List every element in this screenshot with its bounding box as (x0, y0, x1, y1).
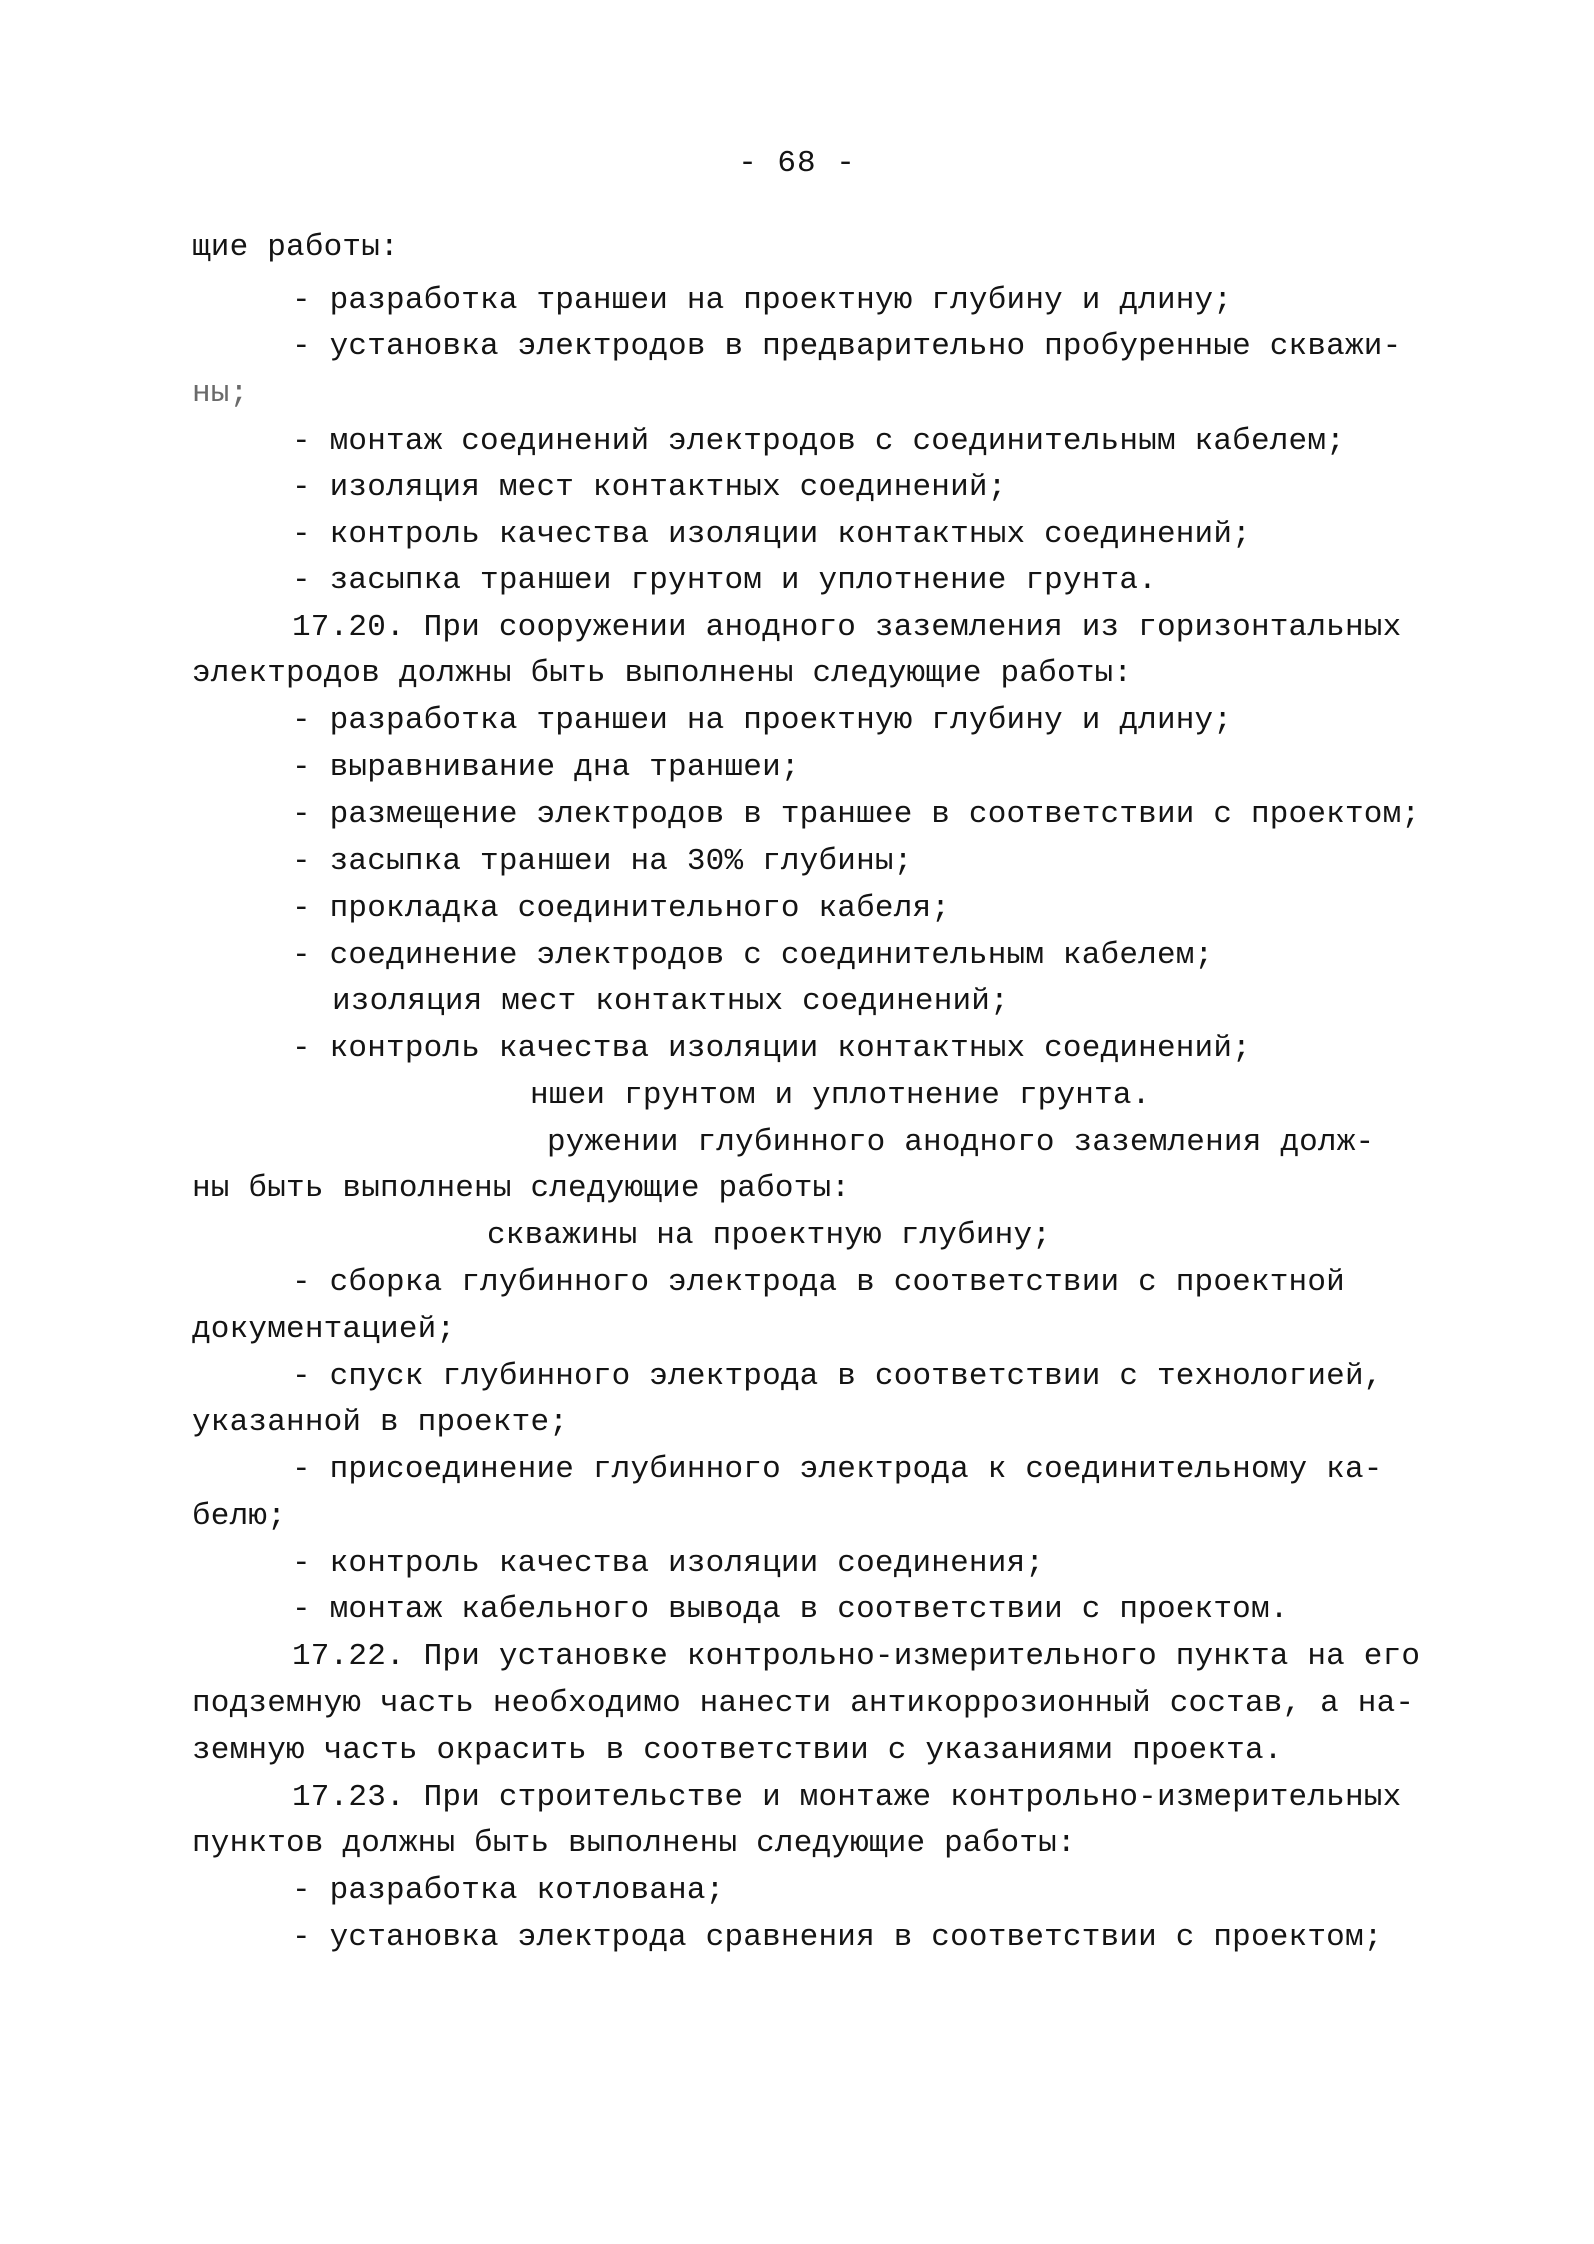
text-line: белю; (192, 1499, 287, 1534)
text-line: - установка электрода сравнения в соответствии с проектом; (292, 1920, 1383, 1955)
text-line: щие работы: (192, 230, 399, 265)
text-line: - засыпка траншеи на 30% глубины; (292, 844, 913, 879)
text-line: - выравнивание дна траншеи; (292, 750, 800, 785)
text-line: документацией; (192, 1312, 456, 1347)
text-line: - разработка траншеи на проектную глубину и длину; (292, 703, 1233, 738)
text-line: ружении глубинного анодного заземления долж- (547, 1125, 1375, 1160)
text-line: 17.20. При сооружении анодного заземления из горизонтальных (292, 610, 1402, 645)
text-line: 17.23. При строительстве и монтаже контрольно-измерительных (292, 1780, 1402, 1815)
text-line: - контроль качества изоляции контактных соединений; (292, 517, 1251, 552)
text-line: - засыпка траншеи грунтом и уплотнение грунта. (292, 563, 1157, 598)
text-line: - размещение электродов в траншее в соответствии с проектом; (292, 797, 1421, 832)
text-line: - прокладка соединительного кабеля; (292, 891, 951, 926)
text-line: - установка электродов в предварительно пробуренные скважи- (292, 329, 1402, 364)
text-line: - спуск глубинного электрода в соответствии с технологией, (292, 1359, 1383, 1394)
text-line: 17.22. При установке контрольно-измерительного пункта на его (292, 1639, 1421, 1674)
text-line: - присоединение глубинного электрода к соединительному ка- (292, 1452, 1383, 1487)
text-line: - контроль качества изоляции соединения; (292, 1546, 1045, 1581)
text-line: указанной в проекте; (192, 1405, 569, 1440)
text-line: - изоляция мест контактных соединений; (292, 470, 1007, 505)
page-number: - 68 - (738, 146, 856, 181)
text-line: электродов должны быть выполнены следующие работы: (192, 656, 1133, 691)
text-line: - разработка траншеи на проектную глубину и длину; (292, 283, 1233, 318)
text-line: - разработка котлована; (292, 1873, 725, 1908)
text-line: - контроль качества изоляции контактных соединений; (292, 1031, 1251, 1066)
text-line: - монтаж кабельного вывода в соответствии с проектом. (292, 1592, 1289, 1627)
text-line: ны; (192, 376, 249, 411)
text-line: ны быть выполнены следующие работы: (192, 1171, 851, 1206)
text-line: - монтаж соединений электродов с соединительным кабелем; (292, 424, 1345, 459)
text-line: подземную часть необходимо нанести антикоррозионный состав, а на- (192, 1686, 1415, 1721)
text-line: ншеи грунтом и уплотнение грунта. (530, 1078, 1151, 1113)
text-line: скважины на проектную глубину; (487, 1218, 1052, 1253)
text-line: пунктов должны быть выполнены следующие работы: (192, 1826, 1076, 1861)
text-line: - сборка глубинного электрода в соответствии с проектной (292, 1265, 1345, 1300)
text-line: изоляция мест контактных соединений; (332, 984, 1009, 1019)
text-line: земную часть окрасить в соответствии с указаниями проекта. (192, 1733, 1283, 1768)
text-line: - соединение электродов с соединительным кабелем; (292, 938, 1214, 973)
